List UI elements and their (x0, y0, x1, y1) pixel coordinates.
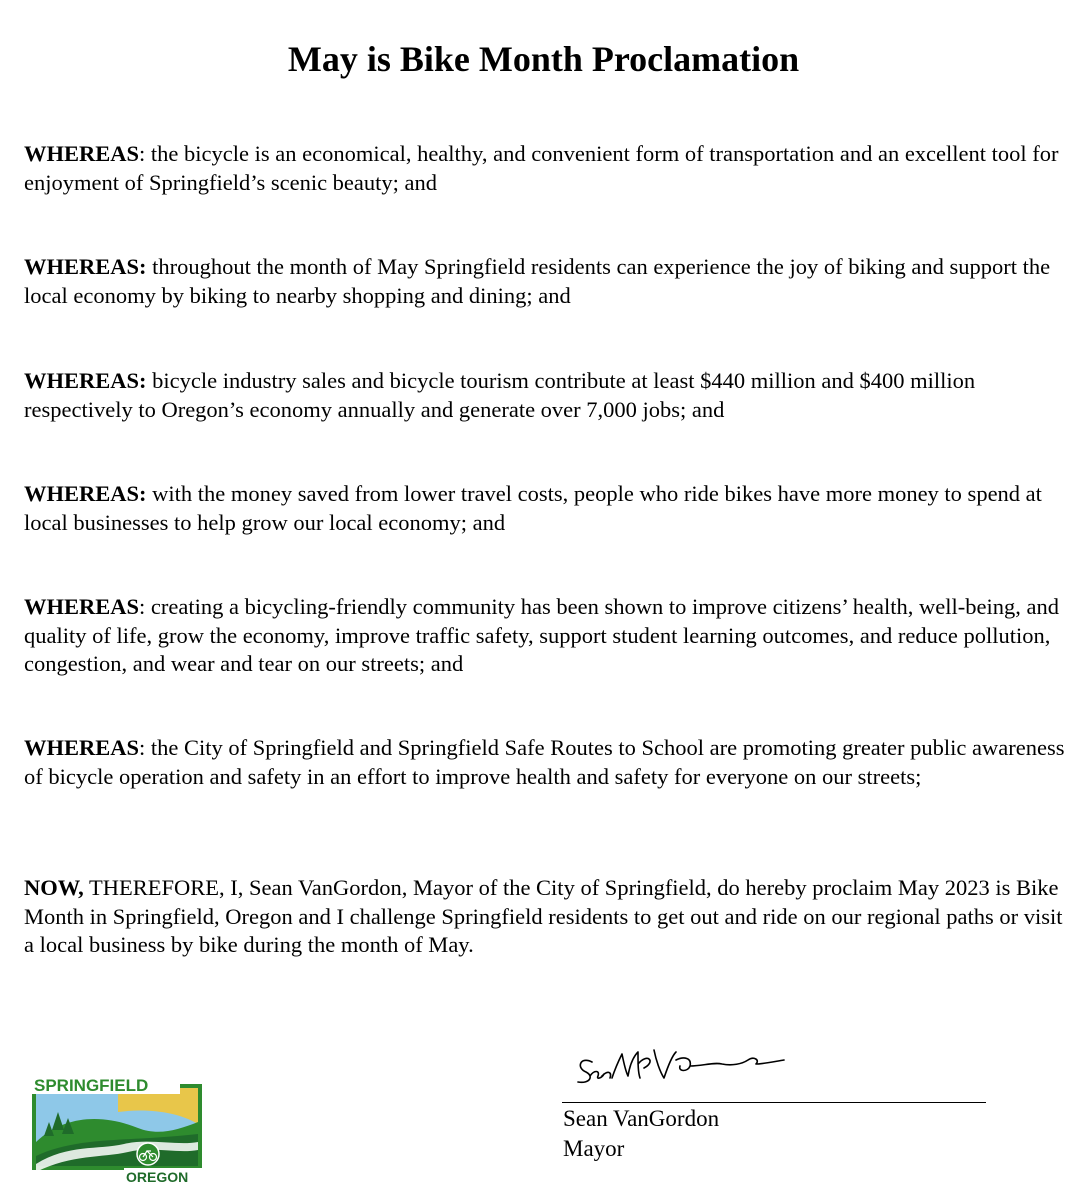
paragraph-lead-suffix: : (139, 141, 146, 166)
paragraph-lead: NOW, (24, 875, 84, 900)
signature-image (572, 1042, 792, 1092)
whereas-paragraph-4 (24, 480, 1069, 537)
paragraph-text: the bicycle is an economical, healthy, and convenient form of transportation and an excellent tool for enjoyment of Springfield’s scenic beauty; and (24, 141, 1059, 195)
paragraph-lead: WHEREAS: (24, 368, 147, 393)
paragraph-text: THEREFORE, I, Sean VanGordon, Mayor of the City of Springfield, do hereby proclaim May 2023 is Bike Month in Springfield, Oregon and I challenge Springfield residents to get out and ride on our regional paths or visit a local business by bike during the month of May. (24, 875, 1063, 957)
page-title: May is Bike Month Proclamation (287, 39, 800, 79)
paragraph-lead: WHEREAS (24, 735, 140, 760)
bicycle-leaf-icon (137, 1143, 159, 1165)
whereas-paragraph-1 (24, 140, 1069, 197)
signer-title: Mayor (563, 1136, 625, 1161)
paragraph-lead-suffix: : (139, 594, 146, 619)
springfield-oregon-logo (28, 1072, 204, 1184)
signature-line (562, 1102, 986, 1103)
paragraph-lead: WHEREAS: (24, 254, 147, 279)
whereas-paragraph-2 (24, 253, 1069, 310)
logo-bottom-text: OREGON (126, 1169, 189, 1184)
whereas-paragraph-5 (24, 593, 1069, 679)
paragraph-lead: WHEREAS: (24, 481, 147, 506)
paragraph-lead: WHEREAS (24, 594, 140, 619)
signer-name: Sean VanGordon (563, 1106, 720, 1131)
whereas-paragraph-3 (24, 367, 1069, 424)
paragraph-lead: WHEREAS (24, 141, 140, 166)
whereas-paragraph-6 (24, 734, 1069, 791)
paragraph-text: bicycle industry sales and bicycle tourism contribute at least $440 million and $400 million respectively to Oregon’s economy annually and generate over 7,000 jobs; and (24, 368, 976, 422)
proclamation-paragraph (24, 874, 1069, 960)
paragraph-text: throughout the month of May Springfield residents can experience the joy of biking and support the local economy by biking to nearby shopping and dining; and (24, 254, 1051, 308)
paragraph-text: creating a bicycling-friendly community has been shown to improve citizens’ health, well-being, and quality of life, grow the economy, improve traffic safety, support student learning outcomes, and reduce pollution, congestion, and wear and tear on our streets; and (24, 594, 1059, 676)
paragraph-text: with the money saved from lower travel costs, people who ride bikes have more money to spend at local businesses to help grow our local economy; and (24, 481, 1042, 535)
paragraph-lead-suffix: : (139, 735, 146, 760)
paragraph-text: the City of Springfield and Springfield Safe Routes to School are promoting greater public awareness of bicycle operation and safety in an effort to improve health and safety for everyone on our streets; (24, 735, 1065, 789)
logo-top-text: SPRINGFIELD (34, 1076, 149, 1095)
